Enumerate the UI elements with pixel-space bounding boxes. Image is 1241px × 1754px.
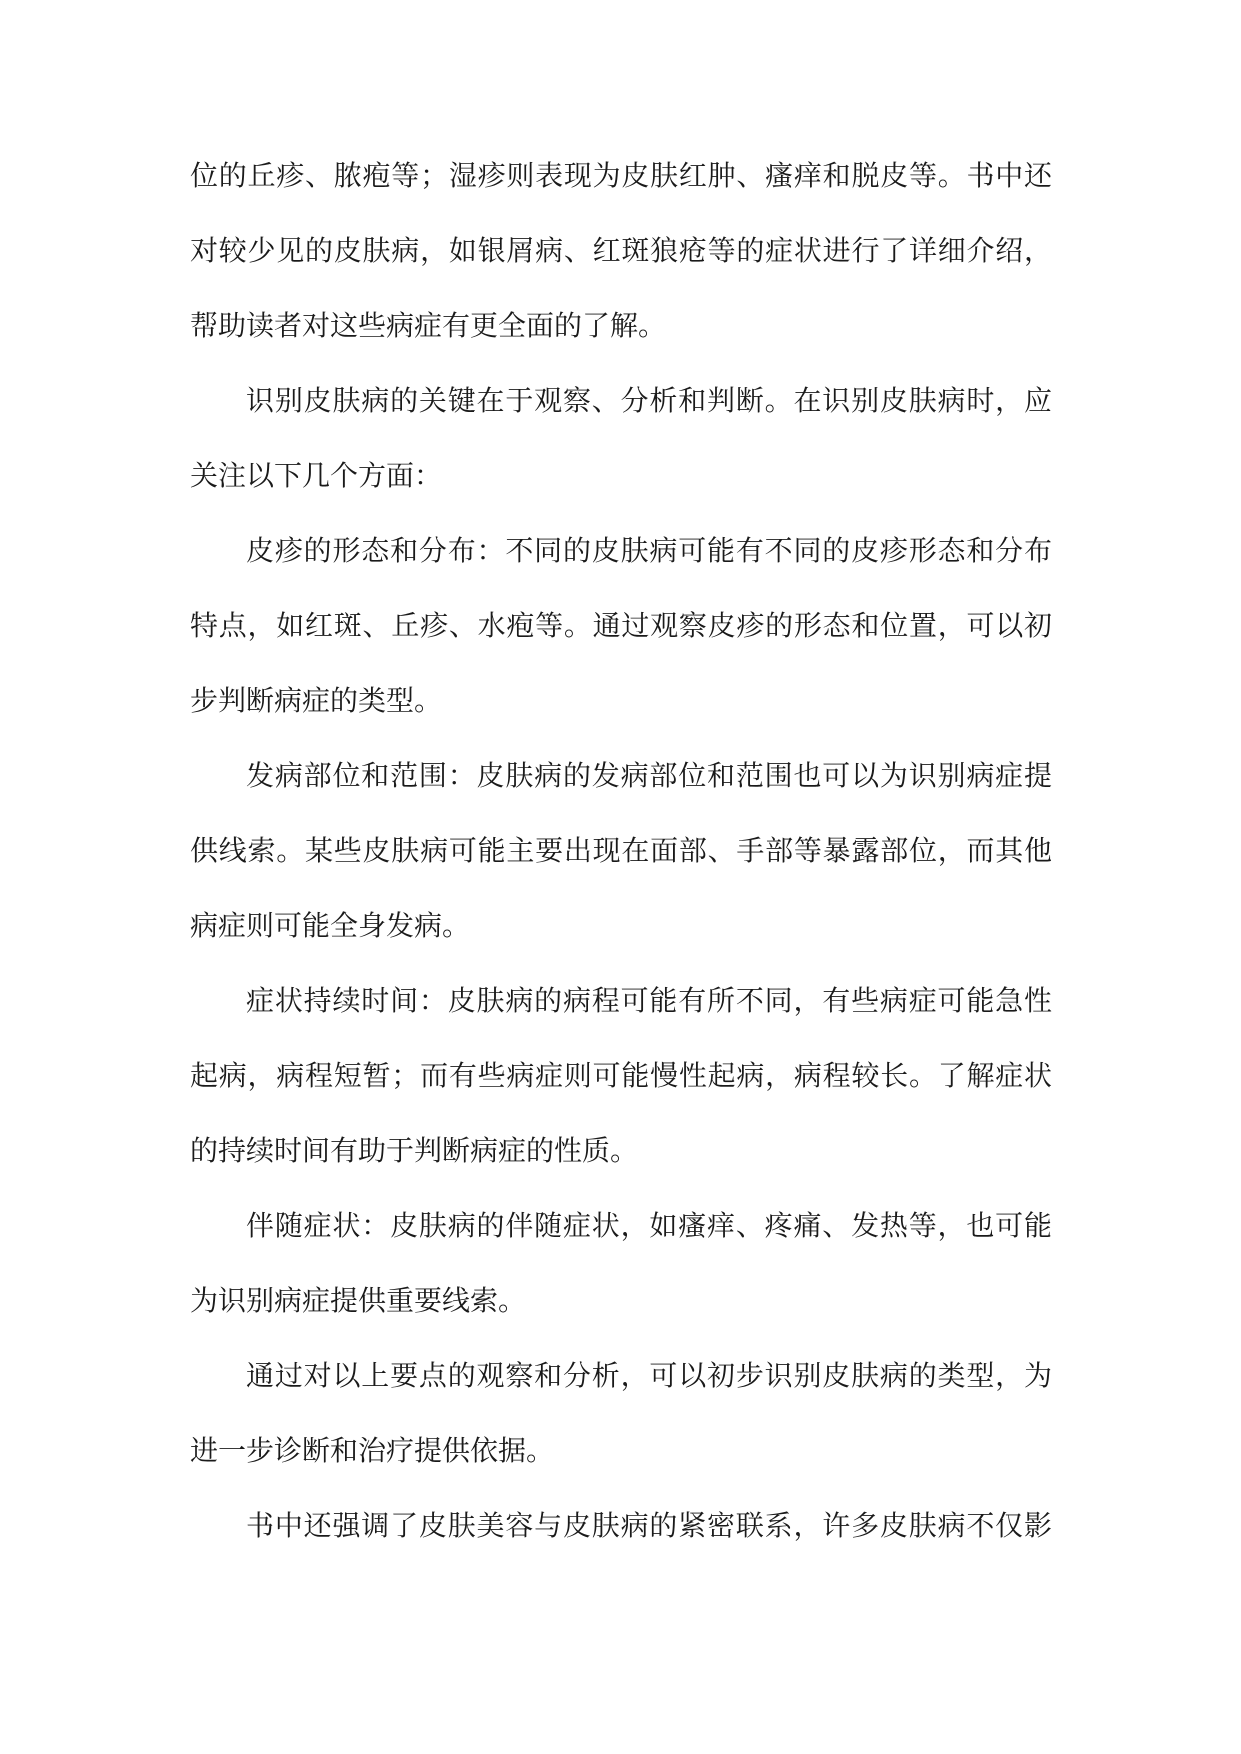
body-text [190, 138, 1052, 1563]
text-line: 症状持续时间：皮肤病的病程可能有所不同，有些病症可能急性 [246, 984, 1052, 1017]
text-line: 的持续时间有助于判断病症的性质。 [190, 1134, 639, 1167]
text-line: 关注以下几个方面： [190, 459, 443, 492]
text-line: 位的丘疹、脓疱等；湿疹则表现为皮肤红肿、瘙痒和脱皮等。书中还 [190, 159, 1052, 192]
text-line: 识别皮肤病的关键在于观察、分析和判断。在识别皮肤病时，应 [246, 384, 1052, 417]
text-line: 对较少见的皮肤病，如银屑病、红斑狼疮等的症状进行了详细介绍， [190, 234, 1052, 267]
text-line: 发病部位和范围：皮肤病的发病部位和范围也可以为识别病症提 [246, 759, 1052, 792]
text-line: 起病，病程短暂；而有些病症则可能慢性起病，病程较长。了解症状 [190, 1059, 1052, 1092]
text-line: 为识别病症提供重要线索。 [190, 1284, 527, 1317]
text-line: 皮疹的形态和分布：不同的皮肤病可能有不同的皮疹形态和分布 [246, 534, 1052, 567]
text-line: 进一步诊断和治疗提供依据。 [190, 1434, 555, 1467]
text-line: 特点，如红斑、丘疹、水疱等。通过观察皮疹的形态和位置，可以初 [190, 609, 1052, 642]
text-line: 步判断病症的类型。 [190, 684, 443, 717]
text-line: 病症则可能全身发病。 [190, 909, 471, 942]
text-line: 伴随症状：皮肤病的伴随症状，如瘙痒、疼痛、发热等，也可能 [246, 1209, 1052, 1242]
text-line: 供线索。某些皮肤病可能主要出现在面部、手部等暴露部位，而其他 [190, 834, 1052, 867]
text-line: 通过对以上要点的观察和分析，可以初步识别皮肤病的类型，为 [246, 1359, 1052, 1392]
text-line: 帮助读者对这些病症有更全面的了解。 [190, 309, 667, 342]
text-line: 书中还强调了皮肤美容与皮肤病的紧密联系，许多皮肤病不仅影 [246, 1509, 1052, 1542]
